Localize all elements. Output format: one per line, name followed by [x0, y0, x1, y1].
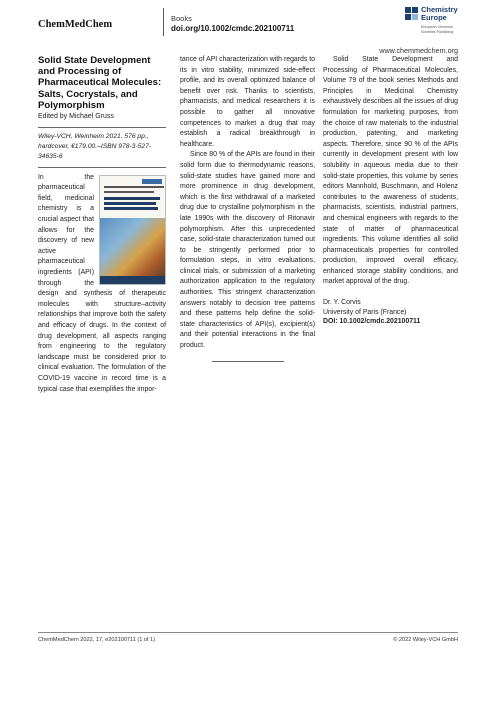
chemistry-europe-logo: [405, 6, 475, 46]
footer-citation: ChemMedChem 2022, 17, e202100711 (1 of 1): [38, 637, 156, 643]
footer-rule: [38, 632, 458, 633]
logo-sub2: Societies Publishing: [421, 30, 454, 34]
body-paragraph-3: Solid State Development and Processing of Pharmaceutical Molecules, Volume 79 of the book series Methods and Principles in Medicinal Chemistry exhaustively describes all the issues of drug formulation for marketing purposes, from the choice of raw materials to the industrial production, patenting, and marketing aspects. Therefore, since 90 % of the APIs currently in development present with low solubility in aqueous media due to their solid-state properties, this volume by series editors Mannhold, Buschmann, and Holenz contributes to the awareness of students, pharmacists, scientists, industrial partners, and chemical engineers with regards to the state of matter of pharmaceutical ingredients. This volume identifies all solid pharmaceuticals properties for controlled production, improved overall efficacy, enhanced storage stability conditions, and market approval of the drug.: [323, 56, 458, 286]
body-paragraph-2: Since 80 % of the APIs are found in their solid form due to thermodynamic reasons, solid-state studies have gained more and more prominence in drug development, which is the first withdrawal of a marketed drug due to crystalline polymorphism in the late 1990s with the discovery of Ritonavir polymorphism. After this unprecedented case, solid-state characterization turned out to be stringently performed prior to formulation steps, in vitro evaluations, clinical trials, or submission of a marketing authorization application to the regulatory authorities. This stringent characterization answers notably to decision tree patterns and these patterns help define the solid-state characteristics of API(s), excipient(s) and their potential interactions in the final product.: [180, 151, 315, 350]
end-rule: [212, 361, 284, 362]
section-label: Books: [171, 14, 192, 23]
logo-sub1: European Chemical: [421, 25, 453, 29]
bibliography: Wiley-VCH, Weinheim 2021. 576 pp., hardcover, €179.00.–ISBN 978-3-527-34635-6: [38, 133, 152, 161]
bibliography-rule-bottom: [38, 167, 166, 168]
journal-name: ChemMedChem: [38, 19, 113, 30]
column-1: [38, 55, 166, 395]
column-2: [180, 55, 315, 362]
header-divider: [163, 8, 164, 36]
logo-line1: Chemistry: [421, 5, 458, 14]
reviewer-name: Dr. Y. Corvis: [323, 299, 361, 307]
journal-url[interactable]: www.chemmedchem.org: [379, 46, 458, 55]
bibliography-rule-top: [38, 127, 166, 128]
column-3: [323, 55, 458, 327]
body-paragraph-1: tance of API characterization with regards to its in vitro stability, minimized side-effect profile, and its overall optimized balance of benefit over risk. Thanks to scientists, pharmacists, and medical researchers it is possible to gather all innovative competences to market a drug that may establish a radical breakthrough in healthcare.: [180, 56, 315, 148]
book-cover-image: [99, 175, 166, 285]
chemistry-europe-logo-icon: [405, 7, 418, 20]
book-editor: Edited by Michael Gruss: [38, 113, 114, 121]
book-title: Solid State Development and Processing of Pharmaceutical Molecules: Salts, Cocrystals, and Polymorphism: [38, 55, 162, 111]
signature-block: [323, 298, 458, 327]
intro-paragraph: In the pharmaceutical field, medicinal chemistry is a crucial aspect that allows for the discovery of new active pharmaceutical ingredients (API) through the design and synthesis of therapeutic molecules with structure–activity relationships that improve both the safety and efficacy of drugs. In the context of drug development, all aspects ranging from engineering to the regulatory landscape must be considered prior to clinical evaluation. The formulation of the COVID-19 vaccine in record time is a typical case that exemplifies the impor-: [38, 173, 166, 393]
article-doi[interactable]: DOI: 10.1002/cmdc.202100711: [323, 318, 421, 326]
reviewer-affiliation: University of Paris (France): [323, 308, 407, 316]
header-doi-link[interactable]: doi.org/10.1002/cmdc.202100711: [171, 24, 295, 33]
footer-copyright: © 2022 Wiley-VCH GmbH: [393, 637, 458, 643]
logo-line2: Europe: [421, 13, 447, 22]
